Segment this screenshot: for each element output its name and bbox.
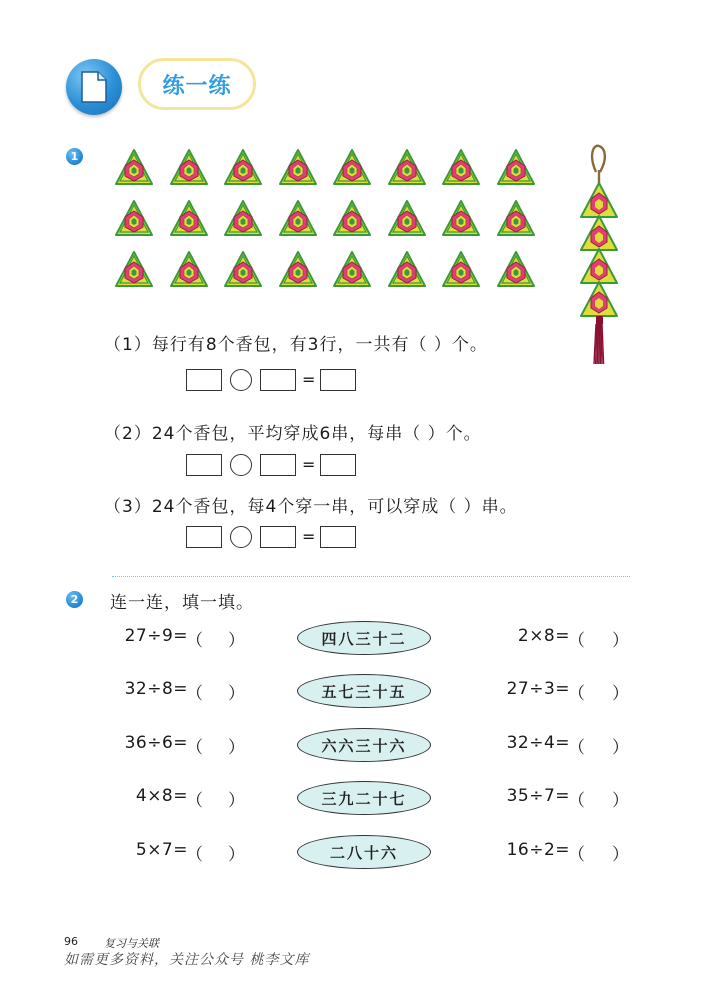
sachet-icon xyxy=(581,183,617,217)
footer-note: 如需更多资料，关注公众号 桃李文库 xyxy=(64,952,310,968)
answer-paren-open: （ xyxy=(186,738,203,758)
answer-paren-open: （ xyxy=(568,791,585,811)
equation-result-2[interactable] xyxy=(320,454,356,476)
question-1-text: （1）每行有8个香包，有3行，一共有（ ）个。 xyxy=(104,335,488,355)
page-title: 练一练 xyxy=(138,58,256,110)
sachet-icon xyxy=(581,216,617,250)
right-answer-blank-5[interactable] xyxy=(586,842,612,862)
sachet-icon xyxy=(581,282,617,316)
sachet-icon xyxy=(496,148,536,186)
equals-sign: = xyxy=(302,370,316,389)
right-expression-4: 35÷7= xyxy=(506,786,570,806)
sachet-icon xyxy=(496,199,536,237)
equals-sign: = xyxy=(302,527,316,546)
right-expression-2: 27÷3= xyxy=(506,679,570,699)
section-number-1: 1 xyxy=(66,148,83,165)
operator-circle-3[interactable] xyxy=(230,526,252,548)
answer-paren-open: （ xyxy=(186,845,203,865)
left-expression-2: 32÷8= xyxy=(124,679,188,699)
sachet-icon xyxy=(114,199,154,237)
answer-paren-open: （ xyxy=(186,684,203,704)
multiplication-rhyme-1[interactable]: 四八三十二 xyxy=(297,621,431,655)
answer-paren-close: ） xyxy=(228,631,245,651)
sachet-icon xyxy=(169,148,209,186)
equation-blank-3b[interactable] xyxy=(260,526,296,548)
answer-paren-open: （ xyxy=(568,845,585,865)
sachet-icon xyxy=(581,249,617,283)
answer-paren-open: （ xyxy=(568,738,585,758)
answer-paren-close: ） xyxy=(612,738,629,758)
answer-paren-open: （ xyxy=(568,631,585,651)
sachet-icon xyxy=(169,199,209,237)
sachet-icon xyxy=(223,199,263,237)
multiplication-rhyme-4[interactable]: 三九二十七 xyxy=(297,781,431,815)
left-expression-3: 36÷6= xyxy=(124,733,188,753)
sachet-icon xyxy=(332,148,372,186)
question-3-text: （3）24个香包，每4个穿一串，可以穿成（ ）串。 xyxy=(104,497,518,517)
equation-result-3[interactable] xyxy=(320,526,356,548)
answer-paren-open: （ xyxy=(186,791,203,811)
answer-paren-close: ） xyxy=(612,791,629,811)
left-answer-blank-3[interactable] xyxy=(204,735,230,755)
sachet-icon xyxy=(387,199,427,237)
left-expression-5: 5×7= xyxy=(135,840,188,860)
right-expression-3: 32÷4= xyxy=(506,733,570,753)
right-expression-1: 2×8= xyxy=(517,626,570,646)
sachet-icon xyxy=(223,148,263,186)
answer-paren-close: ） xyxy=(228,791,245,811)
sachet-icon xyxy=(332,250,372,288)
section-2-instruction: 连一连，填一填。 xyxy=(110,593,254,613)
sachet-icon xyxy=(278,250,318,288)
equation-row-3 xyxy=(186,526,366,550)
section-number-2: 2 xyxy=(66,591,83,608)
left-answer-blank-1[interactable] xyxy=(204,628,230,648)
answer-paren-close: ） xyxy=(612,684,629,704)
question-2-text: （2）24个香包，平均穿成6串，每串（ ）个。 xyxy=(104,424,482,444)
right-answer-blank-2[interactable] xyxy=(586,681,612,701)
left-answer-blank-2[interactable] xyxy=(204,681,230,701)
equation-result-1[interactable] xyxy=(320,369,356,391)
sachet-icon xyxy=(114,250,154,288)
multiplication-rhyme-3[interactable]: 六六三十六 xyxy=(297,728,431,762)
operator-circle-2[interactable] xyxy=(230,454,252,476)
equation-blank-1a[interactable] xyxy=(186,369,222,391)
chapter-name: 复习与关联 xyxy=(104,937,159,950)
sachet-icon xyxy=(169,250,209,288)
sachet-icon xyxy=(387,250,427,288)
right-expression-5: 16÷2= xyxy=(506,840,570,860)
answer-paren-open: （ xyxy=(186,631,203,651)
sachet-icon xyxy=(496,250,536,288)
sachet-icon xyxy=(278,148,318,186)
document-icon xyxy=(80,70,108,104)
equation-blank-3a[interactable] xyxy=(186,526,222,548)
equation-row-1 xyxy=(186,369,366,393)
document-badge xyxy=(66,59,122,115)
sachet-icon xyxy=(441,148,481,186)
answer-paren-close: ） xyxy=(228,845,245,865)
multiplication-rhyme-5[interactable]: 二八十六 xyxy=(297,835,431,869)
sachet-grid xyxy=(114,148,544,298)
answer-paren-close: ） xyxy=(612,631,629,651)
equation-blank-2a[interactable] xyxy=(186,454,222,476)
page-number: 96 xyxy=(64,935,78,948)
left-expression-1: 27÷9= xyxy=(124,626,188,646)
answer-paren-close: ） xyxy=(228,684,245,704)
answer-paren-close: ） xyxy=(228,738,245,758)
equation-blank-2b[interactable] xyxy=(260,454,296,476)
hanging-sachet-string xyxy=(578,144,622,370)
right-answer-blank-3[interactable] xyxy=(586,735,612,755)
left-answer-blank-5[interactable] xyxy=(204,842,230,862)
operator-circle-1[interactable] xyxy=(230,369,252,391)
left-expression-4: 4×8= xyxy=(135,786,188,806)
sachet-icon xyxy=(441,250,481,288)
sachet-icon xyxy=(223,250,263,288)
right-answer-blank-4[interactable] xyxy=(586,788,612,808)
equation-blank-1b[interactable] xyxy=(260,369,296,391)
multiplication-rhyme-2[interactable]: 五七三十五 xyxy=(297,674,431,708)
sachet-icon xyxy=(332,199,372,237)
section-divider xyxy=(112,576,630,577)
answer-paren-close: ） xyxy=(612,845,629,865)
sachet-icon xyxy=(114,148,154,186)
equals-sign: = xyxy=(302,455,316,474)
sachet-icon xyxy=(387,148,427,186)
left-answer-blank-4[interactable] xyxy=(204,788,230,808)
answer-paren-open: （ xyxy=(568,684,585,704)
equation-row-2 xyxy=(186,454,366,478)
sachet-icon xyxy=(441,199,481,237)
right-answer-blank-1[interactable] xyxy=(586,628,612,648)
sachet-icon xyxy=(278,199,318,237)
